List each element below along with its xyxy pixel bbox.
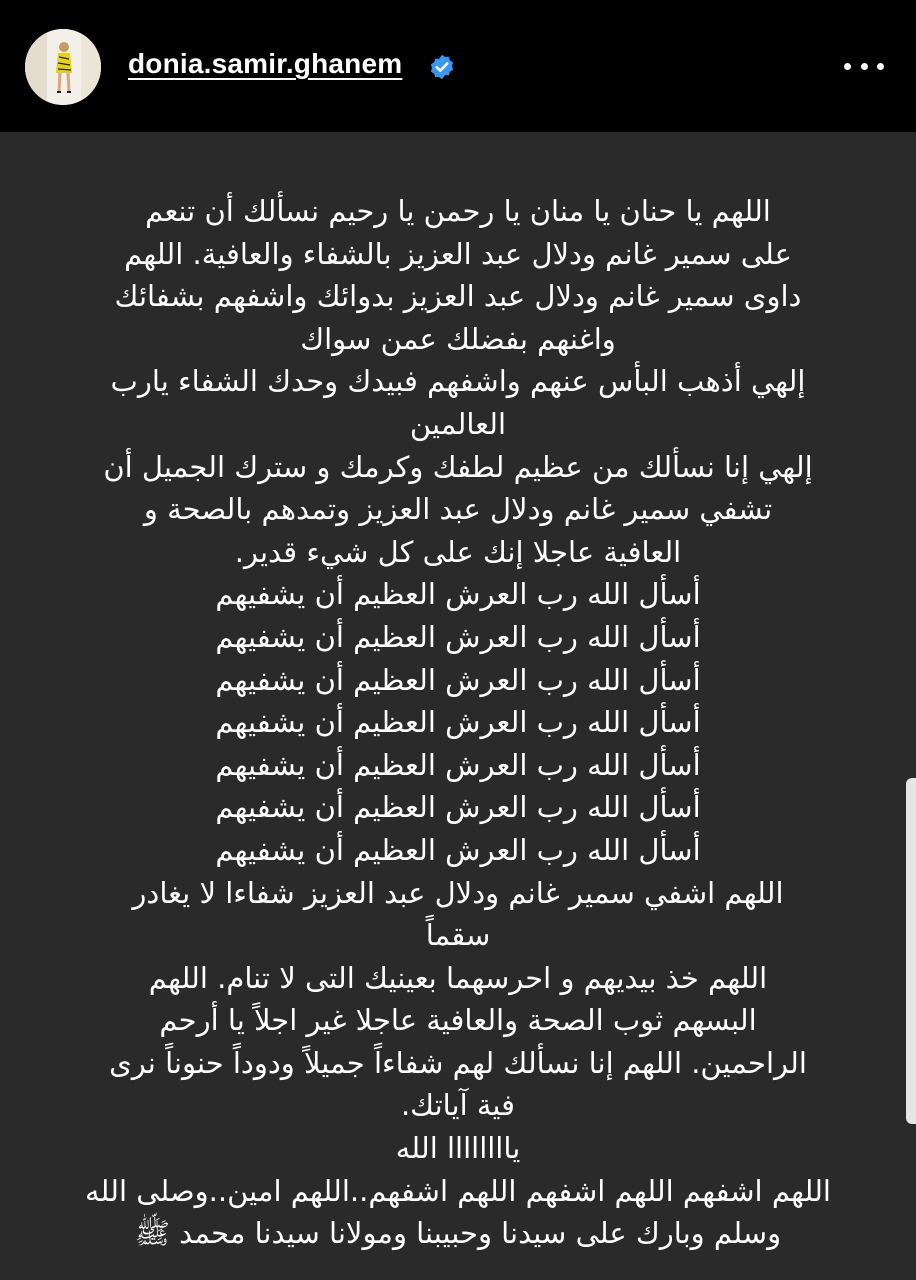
post-text [60,190,856,1255]
post-text-line: أسأل الله رب العرش العظيم أن يشفيهم [215,832,701,867]
avatar[interactable] [25,29,101,105]
post-text-line: البسهم ثوب الصحة والعافية عاجلا غير اجلاً يا أرحم [159,1003,757,1038]
post-text-line: فية آياتك. [400,1088,516,1123]
post-text-line: اللهم اشفهم اللهم اشفهم اللهم اشفهم..اللهم امين..وصلى الله [85,1173,831,1208]
post-text-line: واغنهم بفضلك عمن سواك [300,321,616,356]
post-text-line: أسأل الله رب العرش العظيم أن يشفيهم [215,747,701,782]
post-text-line: أسأل الله رب العرش العظيم أن يشفيهم [215,577,701,612]
post-text-line: إلهي إنا نسألك من عظيم لطفك وكرمك و سترك الجميل أن [103,449,813,484]
post-text-line: على سمير غانم ودلال عبد العزيز بالشفاء والعافية. اللهم [124,236,792,271]
post-text-line: العالمين [409,406,507,441]
post-text-line: سقماً [425,918,491,953]
verified-badge-icon [428,53,456,81]
scrollbar[interactable] [906,778,916,1124]
post-text-line: ياااااااا الله [395,1131,521,1166]
post-text-line: أسأل الله رب العرش العظيم أن يشفيهم [215,705,701,740]
more-options-icon[interactable] [844,52,884,80]
post-text-line: اللهم خذ بيديهم و احرسهما بعينيك التى لا تنام. اللهم [148,960,768,995]
post-text-line: العافية عاجلا إنك على كل شيء قدير. [234,534,682,569]
post-text-line: أسأل الله رب العرش العظيم أن يشفيهم [215,662,701,697]
post-text-line: اللهم يا حنان يا منان يا رحمن يا رحيم نسألك أن تنعم [145,194,771,228]
username-link[interactable]: donia.samir.ghanem [128,48,403,79]
avatar-image [25,29,101,105]
post-text-line: أسأل الله رب العرش العظيم أن يشفيهم [215,619,701,654]
post-text-line: تشفي سمير غانم ودلال عبد العزيز وتمدهم بالصحة و [143,492,773,527]
post-text-line: داوى سمير غانم ودلال عبد العزيز بدوائك واشفهم بشفائك [114,279,802,314]
post-text-line: وسلم وبارك على سيدنا وحبيبنا ومولانا سيدنا محمد ﷺ [134,1216,782,1251]
post-text-line: الراحمين. اللهم إنا نسألك لهم شفاءاً جميلاً ودوداً حنوناً نرى [109,1045,807,1080]
post-header [0,0,916,132]
post-text-line: أسأل الله رب العرش العظيم أن يشفيهم [215,790,701,825]
post-text-line: اللهم اشفي سمير غانم ودلال عبد العزيز شفاءا لا يغادر [132,875,784,910]
post-text-line: إلهي أذهب البأس عنهم واشفهم فبيدك وحدك الشفاء يارب [110,364,806,399]
